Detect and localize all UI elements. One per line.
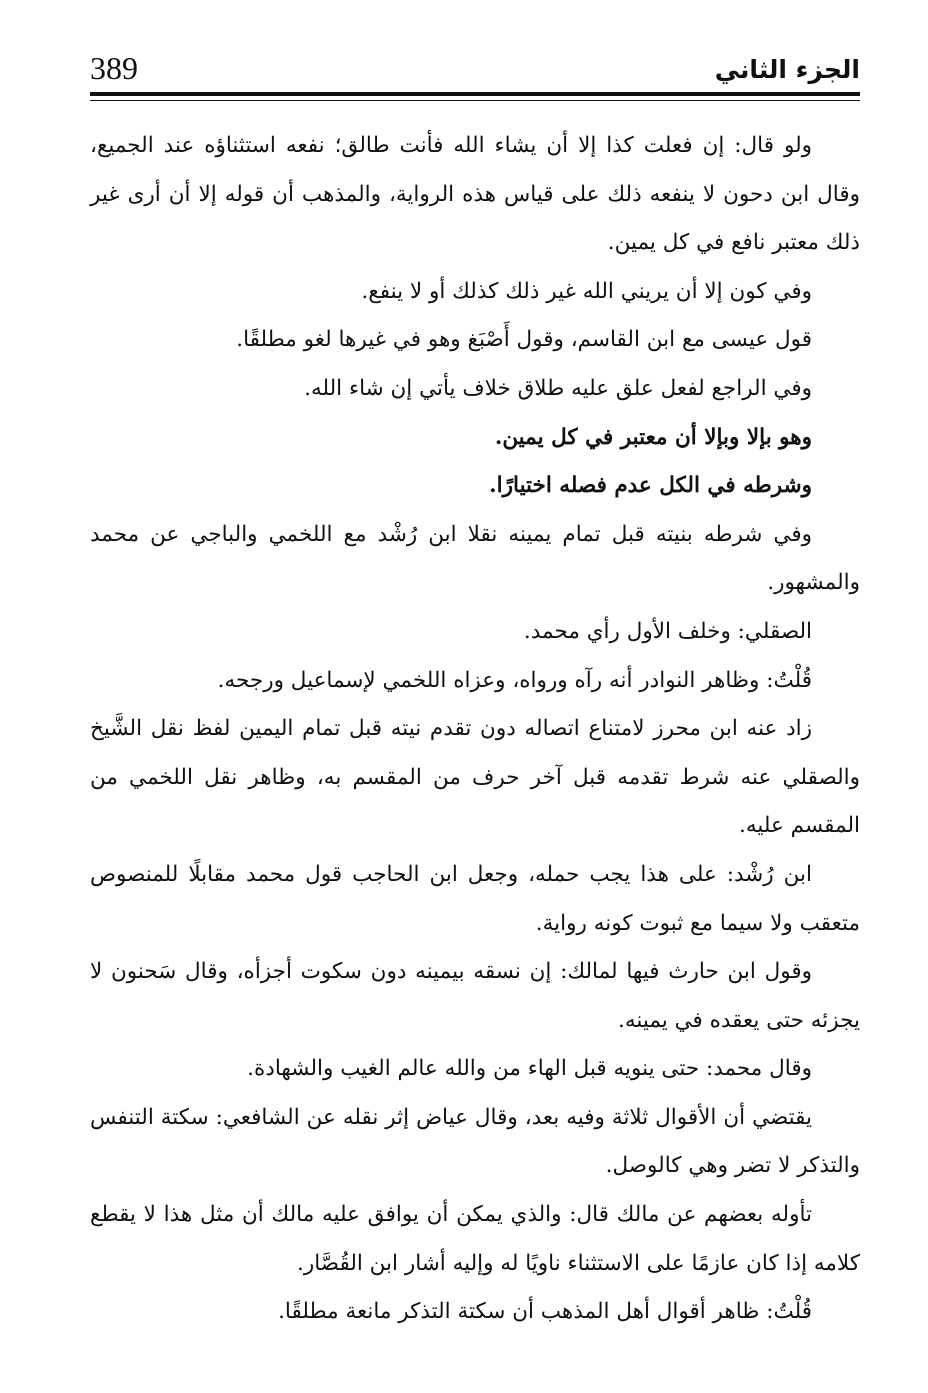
paragraph: زاد عنه ابن محرز لامتناع اتصاله دون تقدم نيته قبل تمام اليمين لفظ نقل الشَّيخ والصقلي عنه شرط تقدمه قبل آخر حرف من المقسم به، وظاهر نقل اللخمي من المقسم عليه. [90, 716, 860, 839]
paragraph: وفي كون إلا أن يريني الله غير ذلك كذلك أو لا ينفع. [361, 278, 812, 304]
paragraph: وفي شرطه بنيته قبل تمام يمينه نقلا ابن رُشْد مع اللخمي والباجي عن محمد والمشهور. [90, 521, 860, 596]
body-text [90, 122, 860, 1337]
page-number: 389 [90, 50, 138, 86]
page-header [90, 40, 860, 94]
paragraph: ابن رُشْد: على هذا يجب حمله، وجعل ابن الحاجب قول محمد مقابلًا للمنصوص متعقب ولا سيما مع ثبوت كونه رواية. [90, 861, 860, 936]
paragraph: وفي الراجع لفعل علق عليه طلاق خلاف يأتي إن شاء الله. [304, 375, 812, 401]
paragraph: يقتضي أن الأقوال ثلاثة وفيه بعد، وقال عياض إثر نقله عن الشافعي: سكتة التنفس والتذكر لا تضر وهي كالوصل. [90, 1104, 860, 1179]
paragraph: وقول ابن حارث فيها لمالك: إن نسقه بيمينه دون سكوت أجزأه، وقال سَحنون لا يجزئه حتى يعقده في يمينه. [90, 959, 860, 1033]
paragraph: تأوله بعضهم عن مالك قال: والذي يمكن أن يوافق عليه مالك أن مثل هذا لا يقطع كلامه إذا كان عازمًا على الاستثناء ناويًا له وإليه أشار ابن القُصَّار. [90, 1202, 860, 1276]
paragraph-bold: وشرطه في الكل عدم فصله اختيارًا. [489, 473, 812, 499]
paragraph: قُلْتُ: ظاهر أقوال أهل المذهب أن سكتة التذكر مانعة مطلقًا. [278, 1299, 812, 1325]
paragraph: ولو قال: إن فعلت كذا إلا أن يشاء الله فأنت طالق؛ نفعه استثناؤه عند الجميع، وقال ابن دحون لا ينفعه ذلك على قياس هذه الرواية، والمذهب أن قوله إلا أن أرى غير ذلك معتبر نافع في كل يمين. [90, 133, 860, 256]
paragraph: الصقلي: وخلف الأول رأي محمد. [523, 618, 812, 644]
paragraph: وقال محمد: حتى ينويه قبل الهاء من والله عالم الغيب والشهادة. [247, 1056, 812, 1082]
running-head: الجزء الثاني [714, 55, 860, 84]
paragraph-bold: وهو بإلا وبإلا أن معتبر في كل يمين. [494, 424, 812, 450]
header-rule-thin [90, 100, 860, 101]
paragraph: قول عيسى مع ابن القاسم، وقول أَصْبَغ وهو في غيرها لغو مطلقًا. [236, 327, 812, 353]
paragraph: قُلْتُ: وظاهر النوادر أنه رآه ورواه، وعزاه اللخمي لإسماعيل ورجحه. [217, 667, 812, 693]
header-rule-thick [90, 92, 860, 96]
